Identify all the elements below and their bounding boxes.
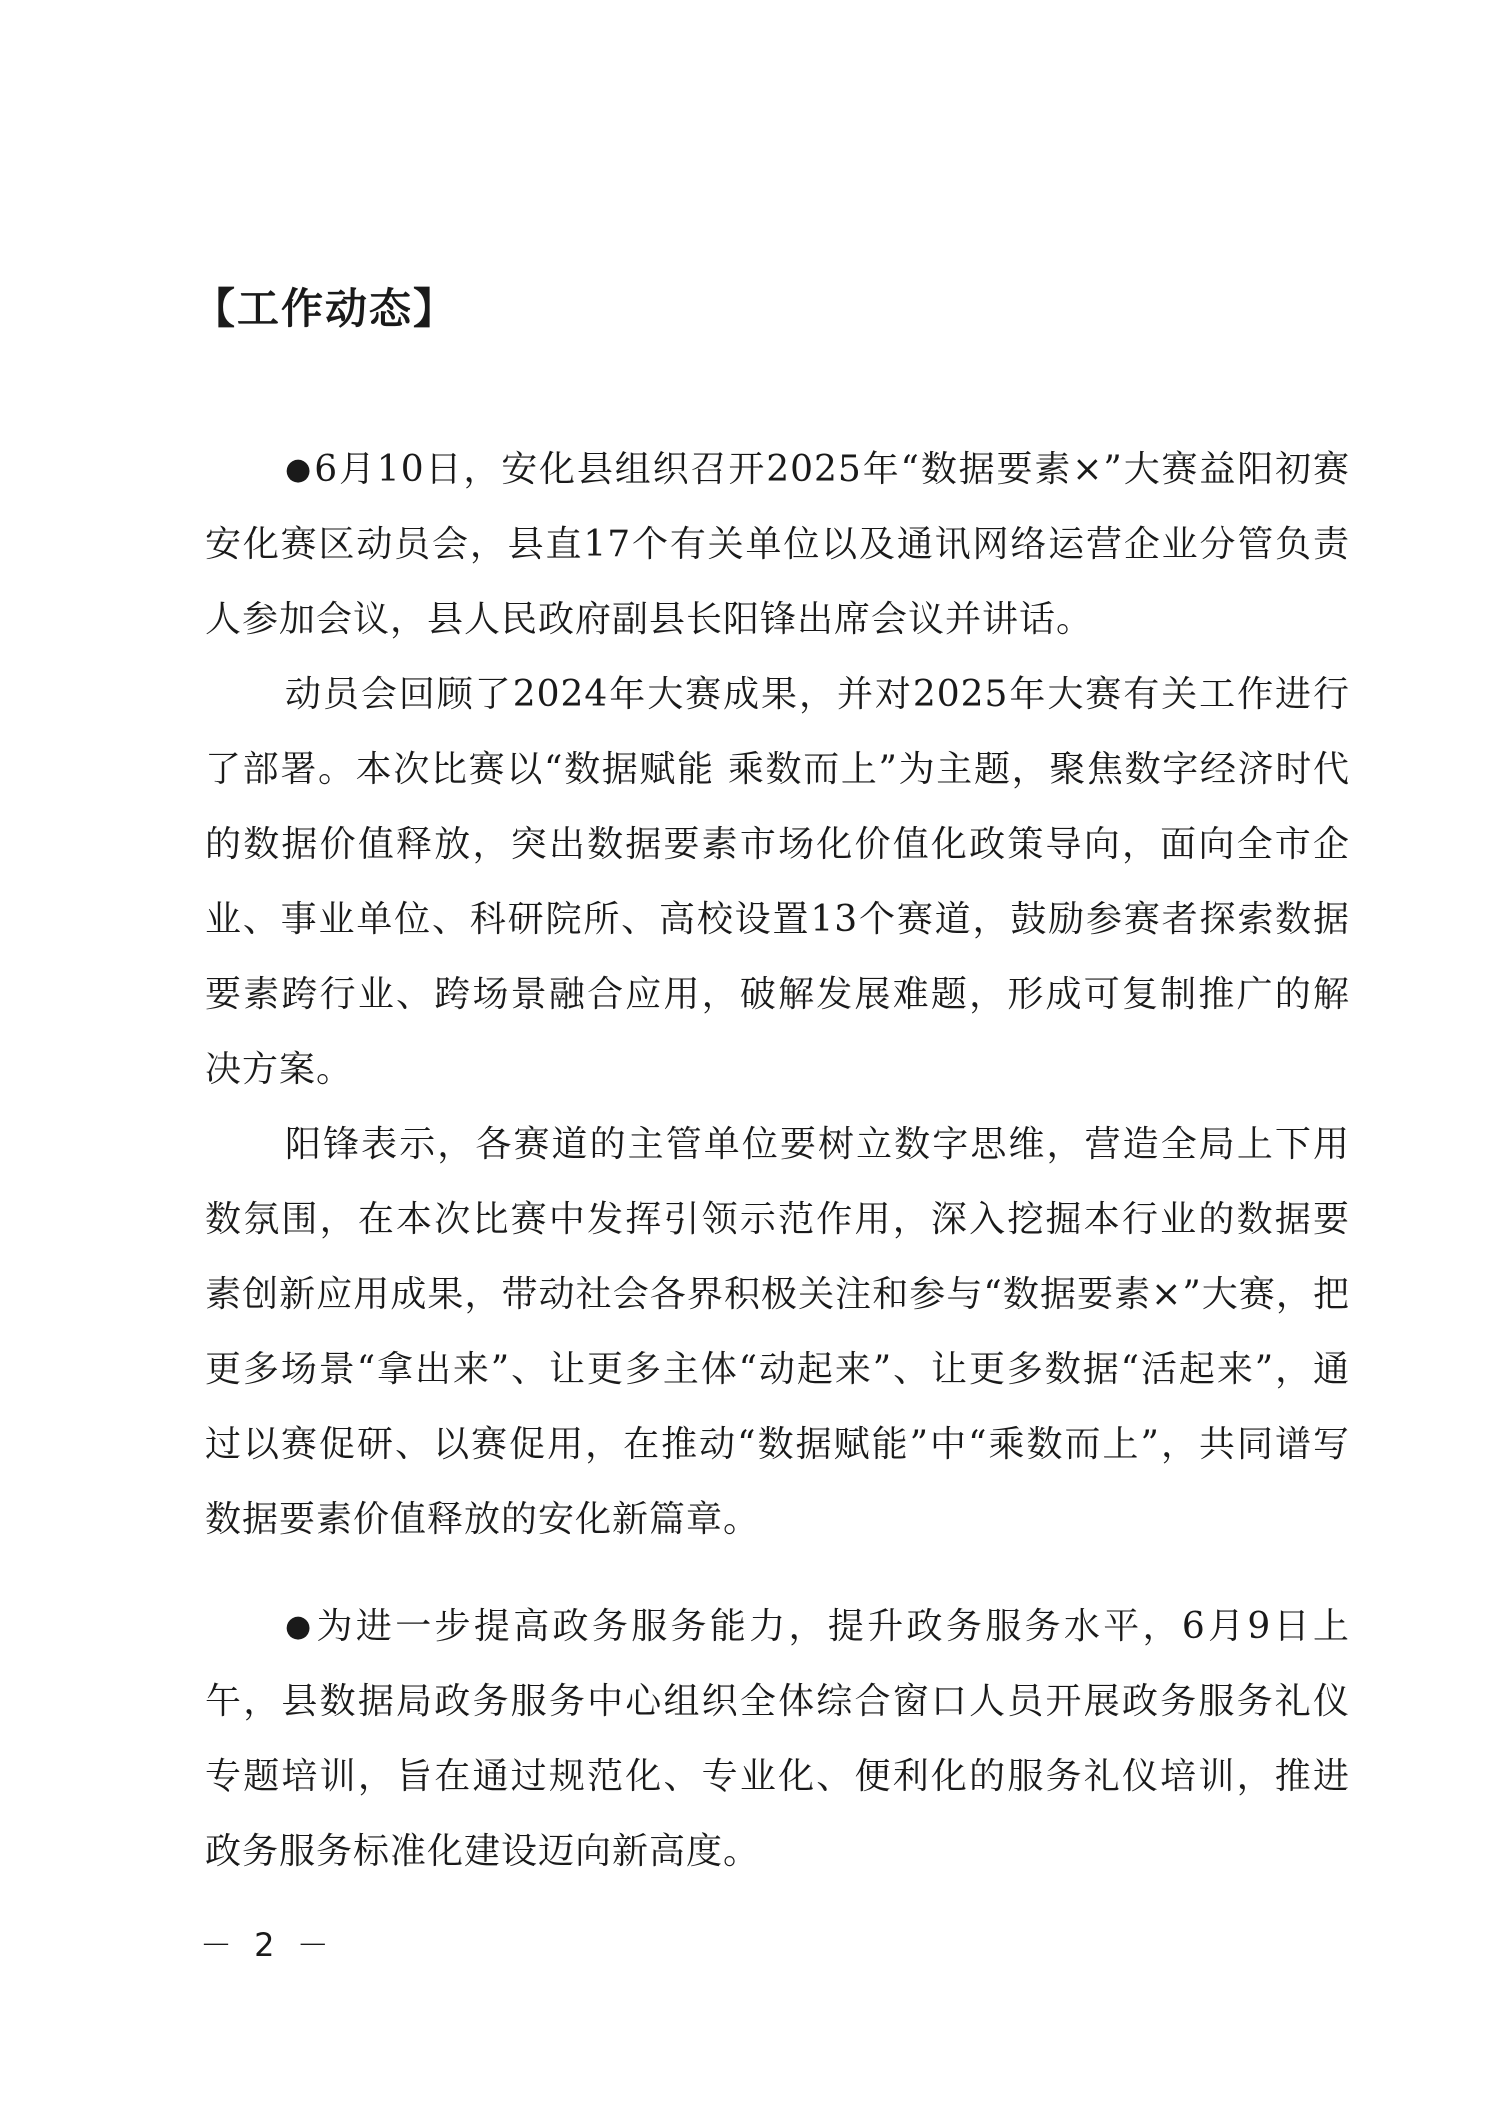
page-number: － 2 － (200, 1926, 335, 1964)
news-item-1 (205, 432, 1350, 1557)
news-paragraph-text: 6月10日，安化县组织召开2025年“数据要素×”大赛益阳初赛安化赛区动员会，县直17个有关单位以及通讯网络运营企业分管负责人参加会议，县人民政府副县长阳锋出席会议并讲话。 (205, 449, 1350, 640)
news-paragraph: 动员会回顾了2024年大赛成果，并对2025年大赛有关工作进行了部署。本次比赛以“数据赋能 乘数而上”为主题，聚焦数字经济时代的数据价值释放，突出数据要素市场化价值化政策导向，面向全市企业、事业单位、科研院所、高校设置13个赛道，鼓励参赛者探索数据要素跨行业、跨场景融合应用，破解发展难题，形成可复制推广的解决方案。 (205, 674, 1350, 1090)
news-paragraph: 阳锋表示，各赛道的主管单位要树立数字思维，营造全局上下用数氛围，在本次比赛中发挥引领示范作用，深入挖掘本行业的数据要素创新应用成果，带动社会各界积极关注和参与“数据要素×”大赛，把更多场景“拿出来”、让更多主体“动起来”、让更多数据“活起来”，通过以赛促研、以赛促用，在推动“数据赋能”中“乘数而上”，共同谱写数据要素价值释放的安化新篇章。 (205, 1124, 1350, 1540)
bullet-icon: ● (285, 452, 313, 487)
news-paragraph-text: 为进一步提高政务服务能力，提升政务服务水平，6月9日上午，县数据局政务服务中心组织全体综合窗口人员开展政务服务礼仪专题培训，旨在通过规范化、专业化、便利化的服务礼仪培训，推进政务服务标准化建设迈向新高度。 (205, 1606, 1350, 1872)
news-item-2 (205, 1589, 1350, 1889)
news-paragraph (205, 1589, 1350, 1889)
bullet-icon: ● (285, 1609, 313, 1644)
section-title: 【工作动态】 (193, 284, 458, 333)
news-paragraph (205, 432, 1350, 657)
page-content (193, 282, 1350, 1889)
